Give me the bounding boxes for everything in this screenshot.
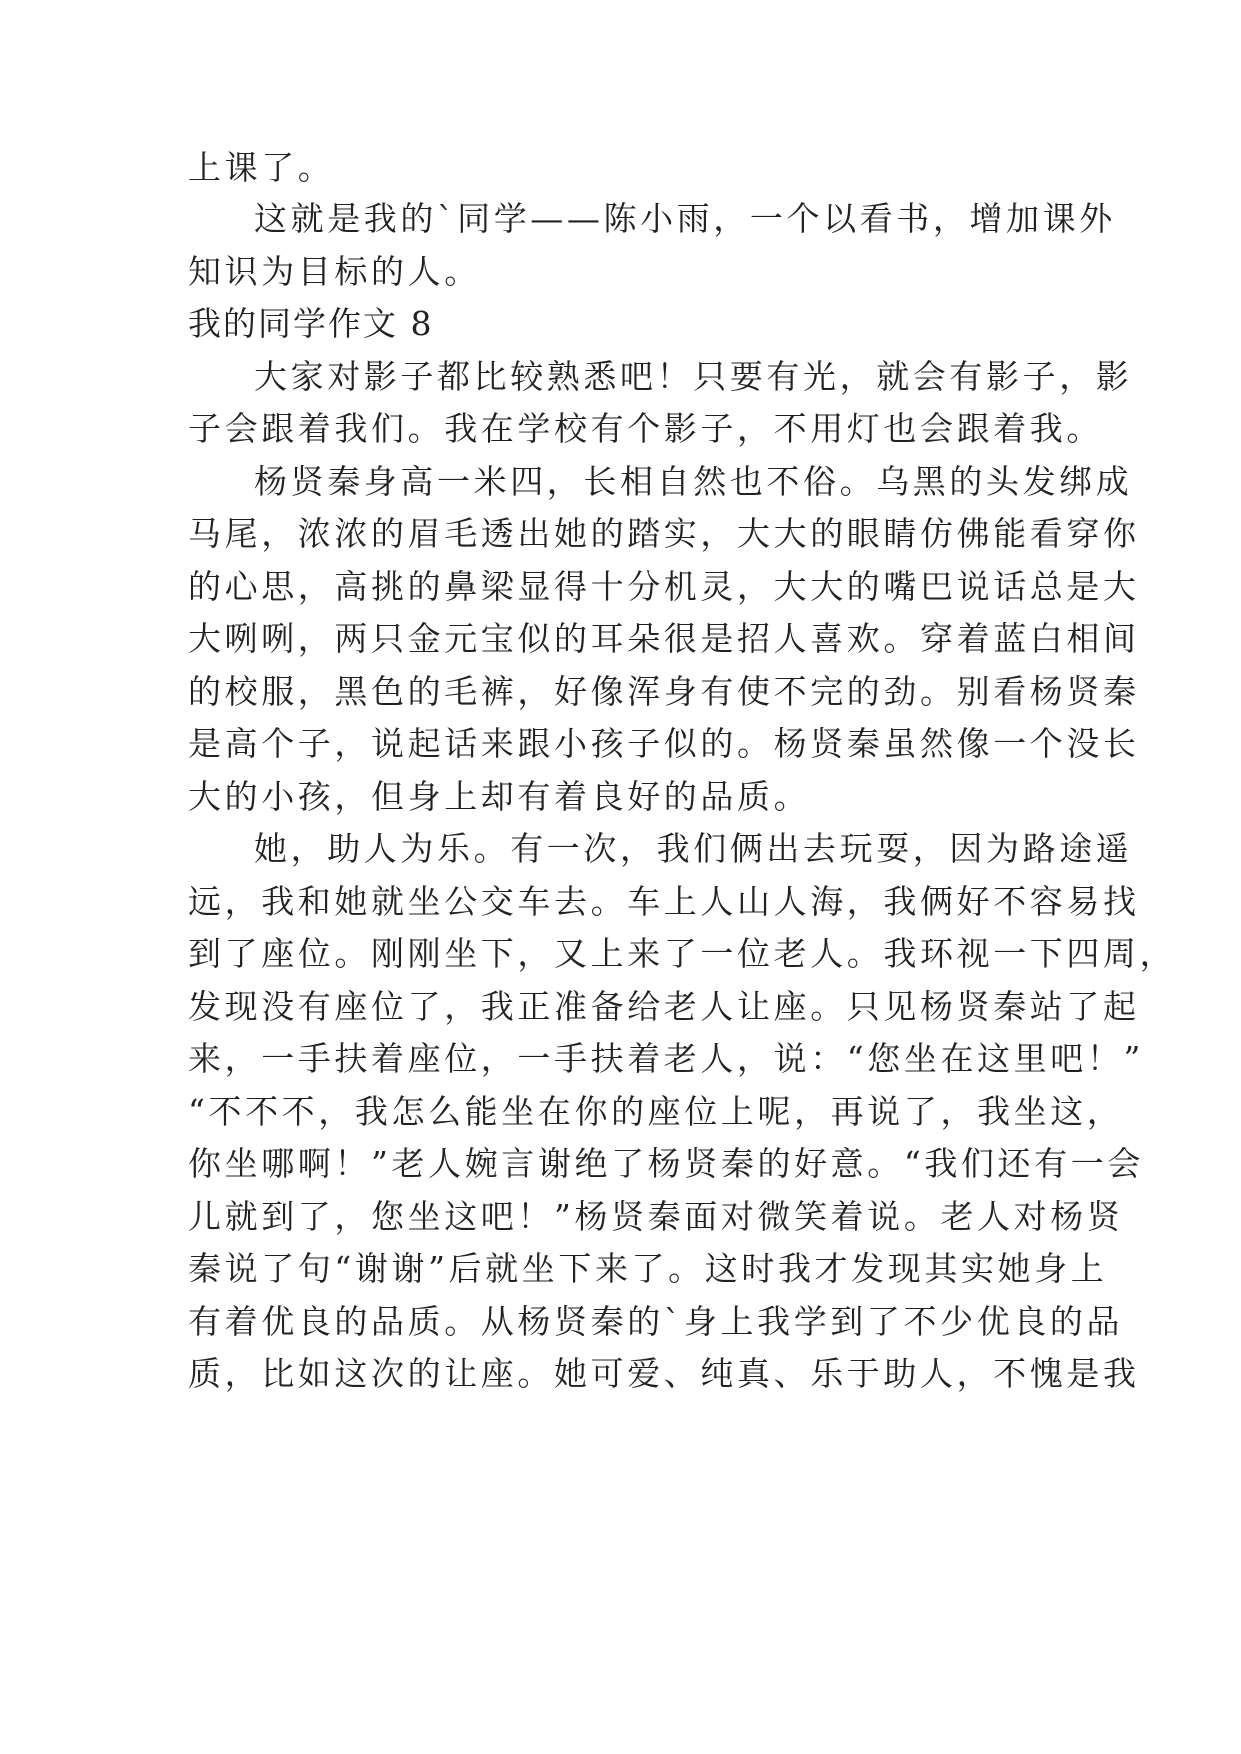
- text-line: “不不不，我怎么能坐在你的座位上呢，再说了，我坐这，: [188, 1092, 1124, 1131]
- text-line: 知识为目标的人。: [188, 252, 481, 291]
- text-line: 马尾，浓浓的眉毛透出她的踏实，大大的眼睛仿佛能看穿你: [188, 514, 1140, 553]
- text-line: 是高个子，说起话来跟小孩子似的。杨贤秦虽然像一个没长: [188, 724, 1140, 763]
- paragraph-first-line: 这就是我的`同学——陈小雨，一个以看书，增加课外: [254, 199, 1116, 238]
- text-line: 来，一手扶着座位，一手扶着老人，说：“您坐在这里吧！”: [188, 1039, 1144, 1078]
- paragraph-first-line: 她，助人为乐。有一次，我们俩出去玩耍，因为路途遥: [254, 829, 1133, 868]
- paragraph-first-line: 杨贤秦身高一米四，长相自然也不俗。乌黑的头发绑成: [254, 462, 1133, 501]
- text-line: 到了座位。刚刚坐下，又上来了一位老人。我环视一下四周，: [188, 934, 1177, 973]
- text-line: 远，我和她就坐公交车去。车上人山人海，我俩好不容易找: [188, 882, 1140, 921]
- text-line: 的校服，黑色的毛裤，好像浑身有使不完的劲。别看杨贤秦: [188, 672, 1140, 711]
- section-heading: 我的同学作文 8: [188, 304, 434, 343]
- text-line: 的心思，高挑的鼻梁显得十分机灵，大大的嘴巴说话总是大: [188, 567, 1140, 606]
- text-line: 秦说了句“谢谢”后就坐下来了。这时我才发现其实她身上: [188, 1249, 1108, 1288]
- text-line: 大的小孩，但身上却有着良好的品质。: [188, 777, 811, 816]
- text-line: 儿就到了，您坐这吧！”杨贤秦面对微笑着说。老人对杨贤: [188, 1197, 1124, 1236]
- text-line: 大咧咧，两只金元宝似的耳朵很是招人喜欢。穿着蓝白相间: [188, 619, 1140, 658]
- text-line: 有着优良的品质。从杨贤秦的`身上我学到了不少优良的品: [188, 1302, 1124, 1341]
- text-line: 上课了。: [188, 148, 335, 187]
- text-line: 质，比如这次的让座。她可爱、纯真、乐于助人，不愧是我: [188, 1354, 1140, 1393]
- text-line: 子会跟着我们。我在学校有个影子，不用灯也会跟着我。: [188, 409, 1103, 448]
- text-line: 你坐哪啊！”老人婉言谢绝了杨贤秦的好意。“我们还有一会: [188, 1144, 1144, 1183]
- text-line: 发现没有座位了，我正准备给老人让座。只见杨贤秦站了起: [188, 987, 1140, 1026]
- paragraph-first-line: 大家对影子都比较熟悉吧！只要有光，就会有影子，影: [254, 357, 1133, 396]
